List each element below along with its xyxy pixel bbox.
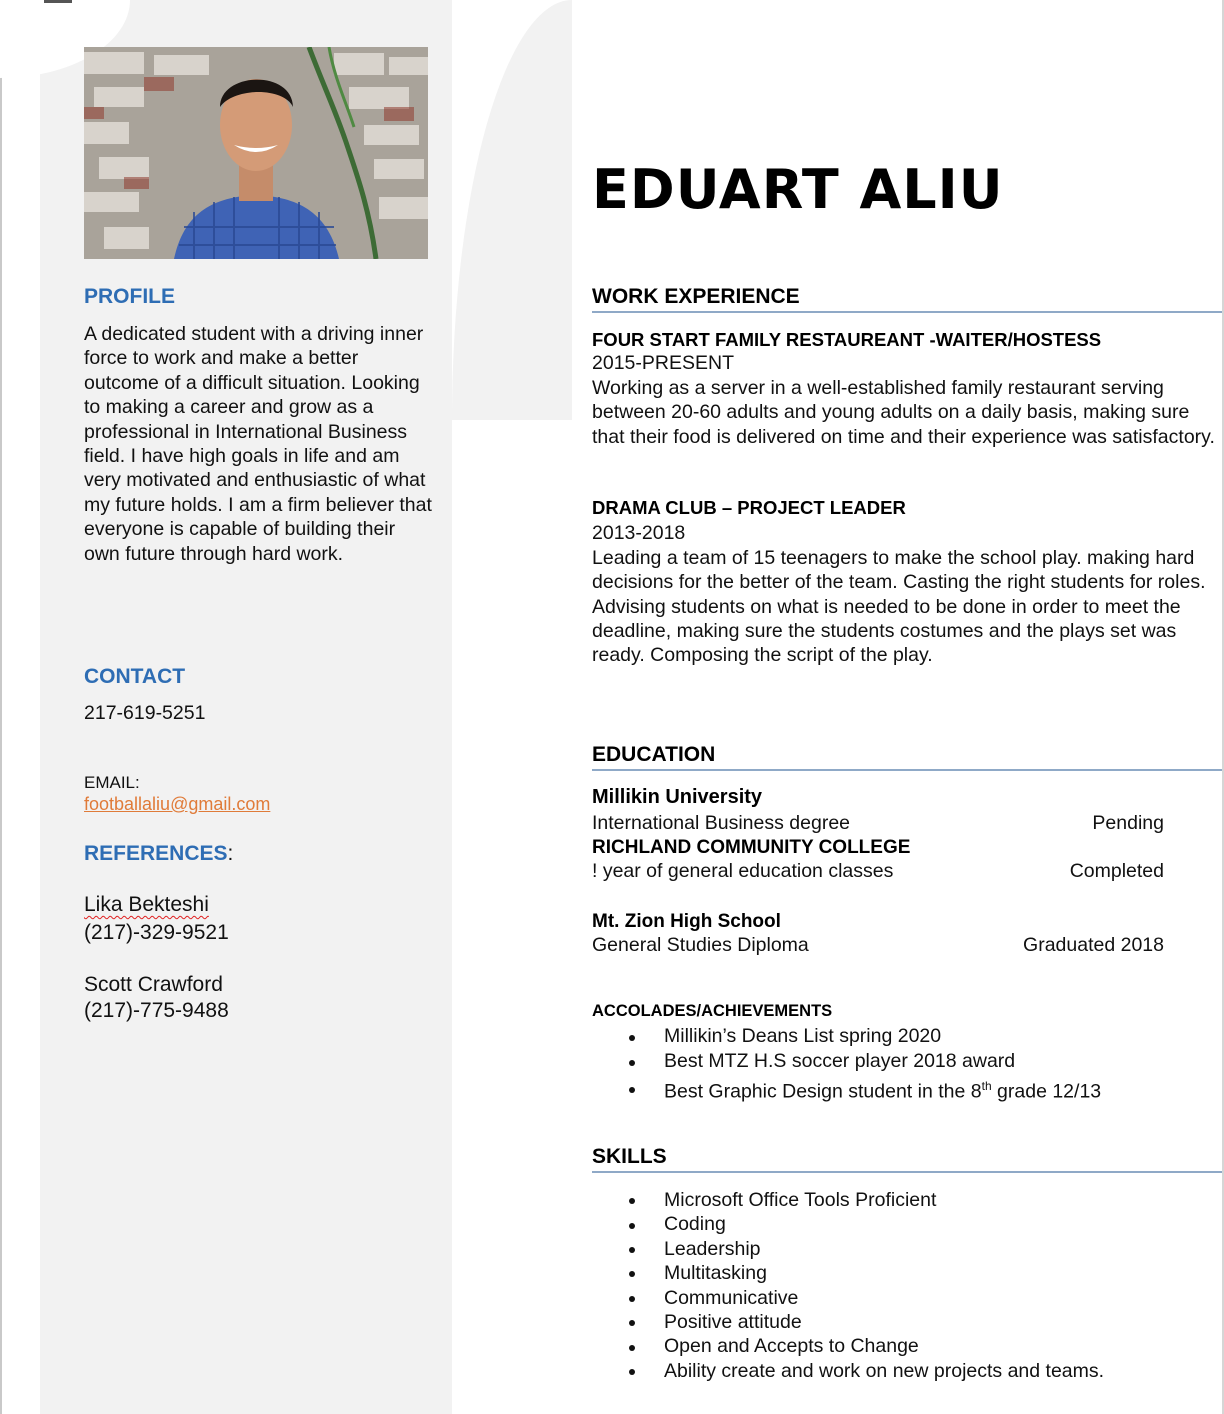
email-link[interactable]: footballaliu@gmail.com [84,794,271,814]
education-school: RICHLAND COMMUNITY COLLEGE [592,837,911,858]
list-item: Positive attitude [592,1310,1104,1334]
job-dates: 2015-PRESENT [592,352,734,374]
education-school: Millikin University [592,786,763,808]
job-title: FOUR START FAMILY RESTAUREANT -WAITER/HOSTESS [592,329,1102,350]
contact-heading: CONTACT [84,665,186,688]
profile-heading: PROFILE [84,285,176,308]
education-heading: EDUCATION [592,743,1222,771]
education-program: General Studies Diploma [592,934,809,956]
reference-name: Scott Crawford [84,973,223,996]
email-label: EMAIL: [84,773,140,792]
list-item [592,1074,1101,1105]
accolades-heading: ACCOLADES/ACHIEVEMENTS [592,1002,833,1020]
education-program: ! year of general education classes [592,860,894,882]
reference-phone: (217)-329-9521 [84,921,229,944]
list-item: Coding [592,1212,1104,1236]
list-item: Millikin’s Deans List spring 2020 [592,1024,1101,1049]
list-item: Open and Accepts to Change [592,1334,1104,1358]
job-dates: 2013-2018 [592,522,686,544]
reference-phone: (217)-775-9488 [84,999,229,1022]
list-item: Leadership [592,1237,1104,1261]
contact-phone: 217-619-5251 [84,702,206,724]
education-program: International Business degree [592,812,851,834]
job-description: Leading a team of 15 teenagers to make the school play. making hard decisions for the better of the team. Casting the right students for roles. Advising students on what is needed to be done in order to meet the deadline, making sure the students costumes and the plays set was ready. Composing the script of the play. [592,547,1206,667]
sidebar-curve-decoration [452,0,572,420]
list-item: Multitasking [592,1261,1104,1285]
candidate-name: EDUART ALIU [592,158,1004,221]
reference-name [84,893,209,917]
list-item: Microsoft Office Tools Proficient [592,1188,1104,1212]
references-heading-label: REFERENCES [84,842,228,865]
references-heading [84,842,233,866]
education-status: Completed [1069,860,1164,882]
skills-list [592,1188,1104,1383]
reference-name-text: Lika Bekteshi [84,893,209,916]
skills-heading: SKILLS [592,1145,1222,1173]
education-school: Mt. Zion High School [592,911,781,932]
profile-text: A dedicated student with a driving inner force to work and make a better outcome of a difficult situation. Looking to making a career and grow as a professional in International Business field. I have high goals in life and am very motivated and enthusiastic of what my future holds. I am a firm believer that everyone is capable of building their own future through hard work. [84,323,432,565]
references-colon: : [227,842,234,865]
list-item: Ability create and work on new projects and teams. [592,1359,1104,1383]
list-item-superscript: th [981,1079,992,1093]
list-item: Communicative [592,1286,1104,1310]
education-status: Pending [1092,812,1164,834]
work-experience-heading: WORK EXPERIENCE [592,285,1222,313]
page-edge [0,0,2,1414]
job-title: DRAMA CLUB – PROJECT LEADER [592,497,906,518]
accolades-list [592,1024,1101,1105]
profile-photo-image [84,47,428,259]
list-item-text: Best Graphic Design student in the 8 [664,1080,982,1103]
list-item-text: grade 12/13 [991,1080,1102,1103]
page-marker [44,0,72,3]
job-description: Working as a server in a well-established family restaurant serving between 20-60 adults and young adults on a daily basis, making sure that their food is delivered on time and their experience was satisfactory. [592,377,1215,448]
education-status: Graduated 2018 [1023,934,1164,956]
profile-photo [84,47,428,259]
list-item: Best MTZ H.S soccer player 2018 award [592,1049,1101,1074]
